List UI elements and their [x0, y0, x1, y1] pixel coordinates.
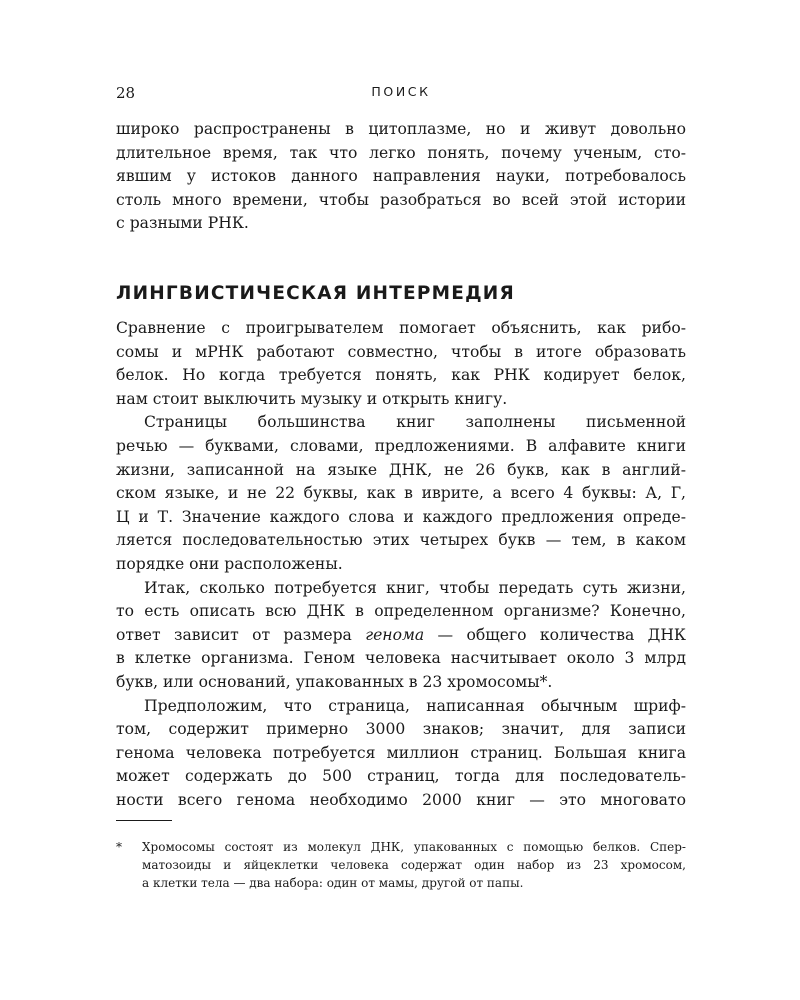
footnote-line: матозоиды и яйцеклетки человека содержат один набор из 23 хромосом, — [142, 858, 686, 872]
text-span: — общего количества ДНК — [424, 625, 686, 644]
text-line: речью — буквами, словами, предложениями. В алфавите книги — [116, 436, 686, 455]
text-line: Предположим, что страница, написанная обычным шриф- — [144, 696, 686, 715]
text-line: широко распространены в цитоплазме, но и живут довольно — [116, 120, 686, 138]
text-line: белок. Но когда требуется понять, как РНК кодирует белок, — [116, 366, 686, 385]
footnote-line: а клетки тела — два набора: один от мамы, другой от папы. — [142, 876, 524, 890]
text-line: ности всего генома необходимо 2000 книг — это многовато — [116, 790, 686, 809]
running-title: ПОИСК — [371, 84, 431, 99]
text-line: может содержать до 500 страниц, тогда для последователь- — [116, 767, 686, 786]
text-line: порядке они расположены. — [116, 554, 343, 573]
footnote-marker: * — [116, 840, 122, 854]
text-line: букв, или оснований, упакованных в 23 хромосомы*. — [116, 672, 553, 691]
text-line: с разными РНК. — [116, 214, 249, 233]
text-line — [116, 624, 686, 648]
text-line: явшим у истоков данного направления науки, потребовалось — [116, 167, 686, 186]
section-heading: ЛИНГВИСТИЧЕСКАЯ ИНТЕРМЕДИЯ — [116, 283, 515, 304]
text-line: Страницы большинства книг заполнены письменной — [144, 413, 686, 432]
text-line: жизни, записанной на языке ДНК, не 26 букв, как в англий- — [116, 460, 686, 479]
text-line: сомы и мРНК работают совместно, чтобы в итоге образовать — [116, 342, 686, 361]
text-span: ответ зависит от размера — [116, 625, 366, 644]
text-line: Итак, сколько потребуется книг, чтобы передать суть жизни, — [144, 578, 686, 597]
text-line: ском языке, и не 22 буквы, как в иврите, а всего 4 буквы: А, Г, — [116, 484, 686, 503]
section-body — [116, 317, 686, 812]
text-line: столь много времени, чтобы разобраться во всей этой истории — [116, 190, 686, 209]
footnote-separator — [116, 820, 172, 821]
page-number: 28 — [116, 84, 136, 102]
footnote — [116, 838, 686, 892]
footnote-line: Хромосомы состоят из молекул ДНК, упакованных с помощью белков. Спер- — [142, 840, 686, 854]
intro-paragraph — [116, 118, 686, 236]
book-page — [116, 0, 686, 1000]
text-line: генома человека потребуется миллион страниц. Большая книга — [116, 743, 686, 762]
italic-term: генома — [365, 625, 425, 644]
text-line: то есть описать всю ДНК в определенном организме? Конечно, — [116, 602, 686, 621]
running-header — [116, 84, 686, 104]
text-line: длительное время, так что легко понять, почему ученым, сто- — [116, 143, 686, 162]
text-line: нам стоит выключить музыку и открыть книгу. — [116, 389, 508, 408]
text-line: Сравнение с проигрывателем помогает объяснить, как рибо- — [116, 319, 686, 337]
text-line: ляется последовательностью этих четырех букв — тем, в каком — [116, 531, 686, 550]
text-line: том, содержит примерно 3000 знаков; значит, для записи — [116, 720, 686, 739]
text-line: Ц и Т. Значение каждого слова и каждого предложения опреде- — [116, 507, 686, 526]
text-line: в клетке организма. Геном человека насчитывает около 3 млрд — [116, 649, 686, 668]
